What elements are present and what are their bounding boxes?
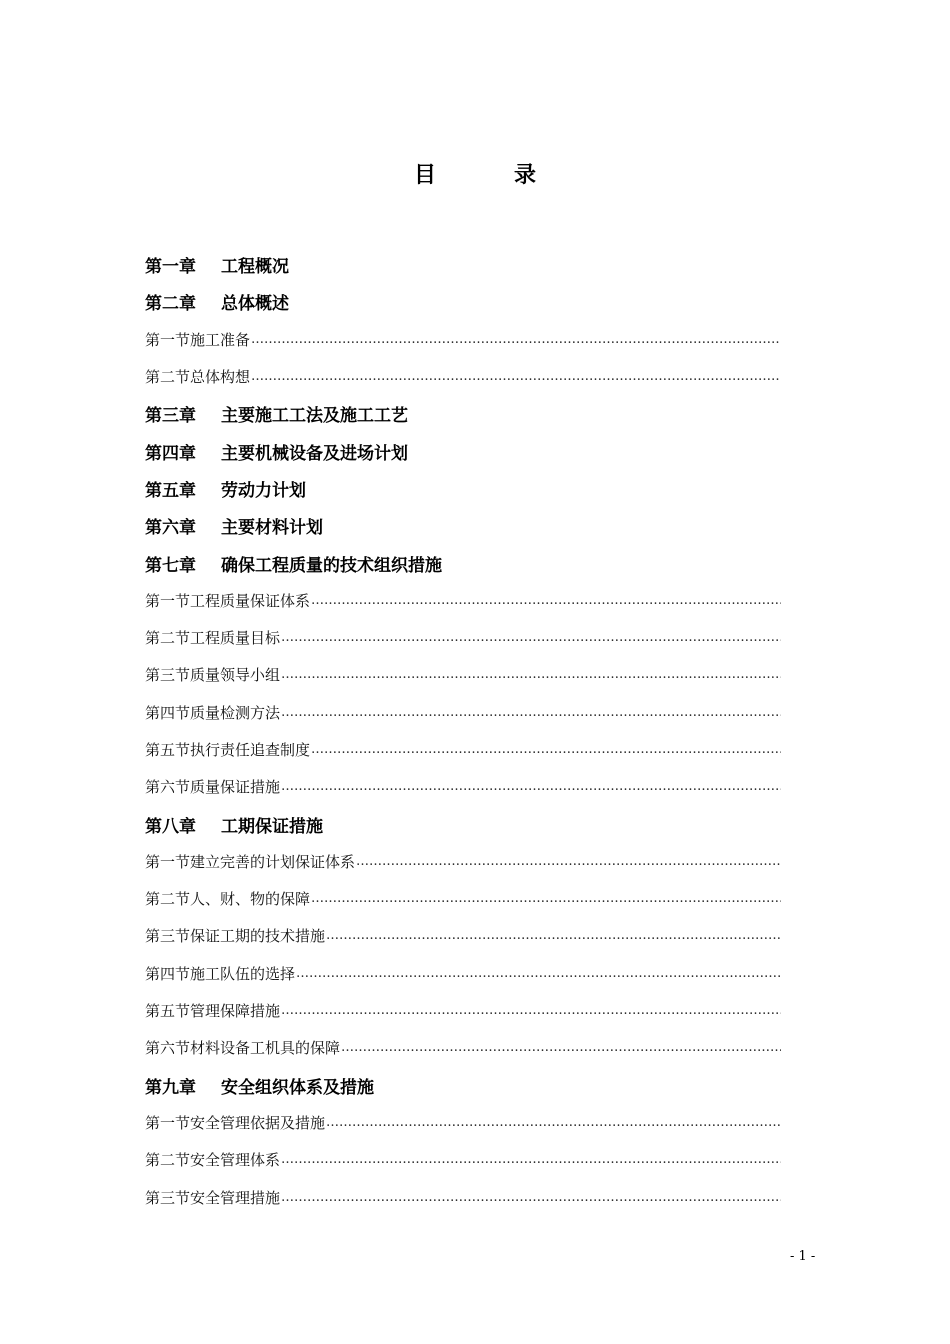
toc-entry-number: 第七章 xyxy=(145,555,196,576)
toc-chapter[interactable] xyxy=(145,470,781,507)
toc-entry-label: 主要机械设备及进场计划 xyxy=(221,443,408,464)
toc-section[interactable] xyxy=(145,768,781,805)
dot-leader xyxy=(311,891,781,906)
toc-entry-label: 安全管理依据及措施 xyxy=(190,1113,326,1132)
toc-entry-number: 第二节 xyxy=(145,368,191,387)
toc-entry-label: 执行责任追查制度 xyxy=(190,741,311,759)
toc-entry-label: 人、财、物的保障 xyxy=(190,890,311,909)
toc-entry-number: 第一节 xyxy=(145,1113,191,1132)
toc-chapter[interactable] xyxy=(145,246,781,283)
toc-entry-number: 第三章 xyxy=(145,406,196,427)
toc-chapter[interactable] xyxy=(145,395,781,432)
toc-entry-label: 安全管理措施 xyxy=(190,1188,281,1207)
toc-entry-number: 第二节 xyxy=(145,1151,191,1170)
toc-entry-label: 施工队伍的选择 xyxy=(190,964,296,983)
dot-leader xyxy=(311,742,781,757)
toc-section[interactable] xyxy=(145,843,781,880)
toc-entry-number: 第五节 xyxy=(145,741,191,759)
dot-leader xyxy=(356,854,781,869)
dot-leader xyxy=(281,779,781,794)
toc-section[interactable] xyxy=(145,1104,781,1141)
toc-section[interactable] xyxy=(145,1029,781,1066)
toc-chapter[interactable] xyxy=(145,544,781,581)
toc-section[interactable] xyxy=(145,992,781,1029)
toc-entry-number: 第三节 xyxy=(145,1188,191,1207)
toc-entry-label: 主要施工工法及施工工艺 xyxy=(221,406,408,427)
toc-entry-number: 第二节 xyxy=(145,890,191,909)
toc-entry-number: 第五章 xyxy=(145,480,196,501)
page-number: - 1 - xyxy=(790,1249,816,1264)
toc-section[interactable] xyxy=(145,619,781,656)
toc-entry-label: 施工准备 xyxy=(190,330,251,349)
dot-leader xyxy=(296,966,781,981)
toc-chapter[interactable] xyxy=(145,507,781,544)
toc-chapter[interactable] xyxy=(145,283,781,320)
dot-leader xyxy=(251,369,781,384)
toc-section[interactable] xyxy=(145,582,781,619)
dot-leader xyxy=(311,593,781,608)
toc-entry-label: 保证工期的技术措施 xyxy=(190,927,326,946)
toc-section[interactable] xyxy=(145,731,781,768)
toc-entry-number: 第四章 xyxy=(145,443,196,464)
toc-entry-number: 第一章 xyxy=(145,257,196,278)
toc-section[interactable] xyxy=(145,1178,781,1215)
toc-entry-number: 第九章 xyxy=(145,1077,196,1098)
toc-entry-number: 第二节 xyxy=(145,629,191,648)
page-title: 目 录 xyxy=(413,163,564,188)
toc-entry-label: 质量保证措施 xyxy=(190,778,281,797)
toc-entry-label: 工程质量目标 xyxy=(190,629,281,648)
toc-section[interactable] xyxy=(145,656,781,693)
toc-entry-label: 建立完善的计划保证体系 xyxy=(190,852,356,871)
dot-leader xyxy=(341,1040,781,1055)
toc-entry-number: 第五节 xyxy=(145,1002,191,1021)
table-of-contents xyxy=(145,246,781,1216)
toc-section[interactable] xyxy=(145,358,781,395)
toc-entry-label: 质量检测方法 xyxy=(190,703,281,722)
toc-entry-number: 第一节 xyxy=(145,330,191,349)
toc-entry-number: 第四节 xyxy=(145,703,191,722)
toc-chapter[interactable] xyxy=(145,805,781,842)
toc-section[interactable] xyxy=(145,880,781,917)
toc-entry-label: 工期保证措施 xyxy=(221,816,323,837)
dot-leader xyxy=(281,667,781,682)
toc-entry-label: 管理保障措施 xyxy=(190,1002,281,1021)
toc-entry-number: 第八章 xyxy=(145,816,196,837)
toc-section[interactable] xyxy=(145,1141,781,1178)
toc-section[interactable] xyxy=(145,917,781,954)
toc-entry-number: 第三节 xyxy=(145,666,191,685)
dot-leader xyxy=(281,1152,781,1167)
toc-entry-label: 劳动力计划 xyxy=(221,480,306,501)
toc-entry-label: 工程质量保证体系 xyxy=(190,591,311,610)
toc-entry-number: 第一节 xyxy=(145,852,191,871)
dot-leader xyxy=(326,1115,781,1130)
toc-entry-number: 第二章 xyxy=(145,294,196,315)
toc-entry-number: 第四节 xyxy=(145,964,191,983)
toc-section[interactable] xyxy=(145,694,781,731)
dot-leader xyxy=(251,332,781,347)
toc-entry-label: 确保工程质量的技术组织措施 xyxy=(221,555,442,576)
toc-entry-number: 第六节 xyxy=(145,778,191,797)
toc-entry-number: 第一节 xyxy=(145,591,191,610)
toc-chapter[interactable] xyxy=(145,1067,781,1104)
toc-entry-number: 第三节 xyxy=(145,927,191,946)
dot-leader xyxy=(281,1190,781,1205)
toc-entry-label: 工程概况 xyxy=(221,257,289,278)
dot-leader xyxy=(281,630,781,645)
toc-section[interactable] xyxy=(145,955,781,992)
toc-chapter[interactable] xyxy=(145,432,781,469)
toc-entry-label: 主要材料计划 xyxy=(221,518,323,539)
toc-entry-number: 第六节 xyxy=(145,1039,191,1058)
toc-entry-label: 总体概述 xyxy=(221,294,289,315)
dot-leader xyxy=(281,1003,781,1018)
toc-entry-number: 第六章 xyxy=(145,518,196,539)
toc-entry-label: 安全管理体系 xyxy=(190,1151,281,1170)
toc-entry-label: 总体构想 xyxy=(190,368,251,387)
toc-entry-label: 材料设备工机具的保障 xyxy=(190,1039,341,1058)
toc-entry-label: 质量领导小组 xyxy=(190,666,281,685)
toc-entry-label: 安全组织体系及措施 xyxy=(221,1077,374,1098)
dot-leader xyxy=(281,705,781,720)
dot-leader xyxy=(326,928,781,943)
toc-section[interactable] xyxy=(145,321,781,358)
